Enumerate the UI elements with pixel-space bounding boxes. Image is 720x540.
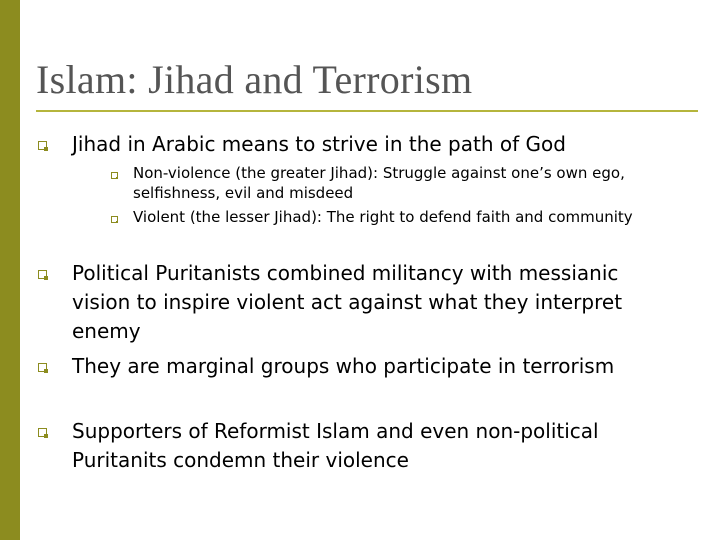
square-bullet-icon — [38, 363, 47, 372]
square-bullet-icon — [111, 172, 118, 179]
title-underline — [36, 110, 698, 112]
side-accent-bar — [0, 0, 20, 540]
bullet-text: They are marginal groups who participate in terrorism — [72, 354, 615, 378]
square-bullet-icon — [38, 141, 47, 150]
sub-bullet-text: Non-violence (the greater Jihad): Struggle against one’s own ego, selfishness, evil and misdeed — [133, 164, 625, 202]
square-bullet-icon — [38, 428, 47, 437]
square-bullet-icon — [111, 216, 118, 223]
sub-bullet-text: Violent (the lesser Jihad): The right to defend faith and community — [133, 208, 633, 226]
bullet-text: Jihad in Arabic means to strive in the path of God — [72, 132, 566, 156]
square-bullet-icon — [38, 270, 47, 279]
slide-title: Islam: Jihad and Terrorism — [36, 57, 473, 102]
bullet-text: Supporters of Reformist Islam and even non-political Puritanits condemn their violence — [72, 419, 599, 472]
bullet-text: Political Puritanists combined militancy with messianic vision to inspire violent act against what they interpret enemy — [72, 261, 623, 343]
